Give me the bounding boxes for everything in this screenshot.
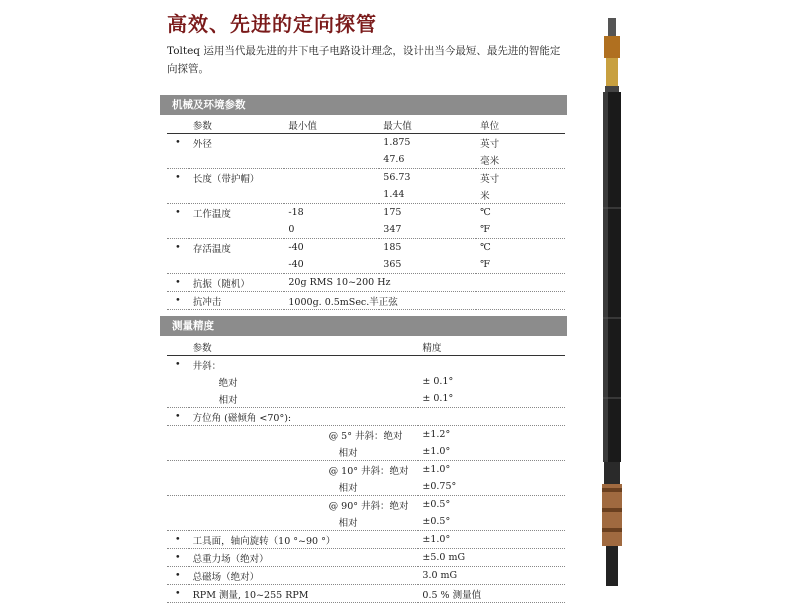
table-row <box>167 134 565 152</box>
bullet: • <box>175 242 181 253</box>
param-cell: 相对 <box>189 513 419 531</box>
value-cell: 3.0 mG <box>418 567 565 585</box>
bullet: • <box>175 137 181 148</box>
value-cell: ±1.2° <box>422 429 451 440</box>
value-cell: ± 0.1° <box>422 376 454 387</box>
bullet: • <box>175 359 181 370</box>
bullet <box>167 461 189 479</box>
min-cell: 20g RMS 10~200 Hz <box>284 274 565 292</box>
bullet <box>167 256 189 274</box>
table-row <box>167 496 565 514</box>
bullet: • <box>167 567 189 585</box>
value-cell: ±5.0 mG <box>418 549 565 567</box>
max-cell: 347 <box>379 221 476 239</box>
max-cell: 1.875 <box>383 137 411 148</box>
header-spacer <box>167 116 189 134</box>
param-cell: 总磁场（绝对） <box>189 567 419 585</box>
param-cell <box>189 186 285 204</box>
accuracy-spec-table <box>167 338 565 603</box>
table-header-row <box>167 116 565 134</box>
min-cell <box>284 134 379 152</box>
table-header-row <box>167 338 565 356</box>
mechanical-spec-table <box>167 116 565 310</box>
bullet <box>167 186 189 204</box>
value-cell: ±1.0° <box>418 531 565 549</box>
unit-cell: 米 <box>476 186 565 204</box>
max-cell: 56.73 <box>383 172 411 183</box>
max-cell: 1.44 <box>379 186 476 204</box>
param-cell: 外径 <box>192 138 212 150</box>
min-cell: -40 <box>288 242 304 253</box>
bullet <box>167 151 189 169</box>
bullet: • <box>175 172 181 183</box>
min-cell: -40 <box>284 256 379 274</box>
table-row <box>167 221 565 239</box>
value-cell: ±0.5° <box>422 499 451 510</box>
bullet: • <box>167 408 189 426</box>
value-cell: ±1.0° <box>418 443 565 461</box>
table-row <box>167 426 565 444</box>
value-cell: 0.5 % 测量值 <box>418 585 565 603</box>
bullet <box>167 221 189 239</box>
max-cell: 47.6 <box>379 151 476 169</box>
table-row <box>167 478 565 496</box>
param-cell: 抗振（随机） <box>189 274 285 292</box>
param-cell: 相对 <box>189 443 419 461</box>
column-header: 最大值 <box>379 116 476 134</box>
section-heading-mechanical: 机械及环境参数 <box>160 95 567 115</box>
table-row <box>167 186 565 204</box>
page-title: 高效、先进的定向探管 <box>167 12 377 36</box>
column-header: 参数 <box>189 338 419 356</box>
bullet <box>167 373 189 390</box>
param-cell: @ 90° 井斜：绝对 <box>328 500 409 512</box>
table-row <box>167 239 565 257</box>
table-row <box>167 513 565 531</box>
bullet <box>167 478 189 496</box>
min-cell: 0 <box>284 221 379 239</box>
bullet <box>167 496 189 514</box>
param-cell: 方位角 (磁倾角 <70°): <box>189 408 419 426</box>
table-row <box>167 356 565 374</box>
table-row <box>167 390 565 408</box>
min-cell: 1000g. 0.5mSec.半正弦 <box>284 292 565 310</box>
param-cell <box>189 256 285 274</box>
table-row <box>167 256 565 274</box>
bullet <box>167 390 189 408</box>
bullet: • <box>167 274 189 292</box>
param-cell: 工具面，轴向旋转（10 °~90 °） <box>189 531 419 549</box>
table-row <box>167 531 565 549</box>
param-cell: @ 10° 井斜：绝对 <box>328 465 409 477</box>
bullet: • <box>167 292 189 310</box>
table-row <box>167 461 565 479</box>
table-row <box>167 151 565 169</box>
param-cell: 相对 <box>189 478 419 496</box>
param-cell: 绝对 <box>218 377 238 389</box>
bullet: • <box>167 549 189 567</box>
value-cell: ±0.5° <box>418 513 565 531</box>
table-row <box>167 373 565 390</box>
param-cell: @ 5° 井斜：绝对 <box>328 430 403 442</box>
min-cell <box>284 169 379 187</box>
bullet: • <box>175 207 181 218</box>
table-row <box>167 204 565 222</box>
table-row <box>167 408 565 426</box>
column-header: 最小值 <box>284 116 379 134</box>
column-header: 单位 <box>476 116 565 134</box>
table-row <box>167 169 565 187</box>
max-cell: 365 <box>379 256 476 274</box>
value-cell <box>418 408 565 426</box>
param-cell: RPM 测量, 10~255 RPM <box>189 585 419 603</box>
value-cell: ± 0.1° <box>418 390 565 408</box>
param-cell: 井斜： <box>192 360 222 372</box>
unit-cell: 英寸 <box>480 138 500 150</box>
table-row <box>167 567 565 585</box>
max-cell: 175 <box>383 207 402 218</box>
probe-tool-image <box>590 18 634 588</box>
value-cell: ±0.75° <box>418 478 565 496</box>
param-cell <box>189 151 285 169</box>
section-heading-accuracy: 测量精度 <box>160 316 567 336</box>
unit-cell: ℃ <box>480 207 491 218</box>
unit-cell: 英寸 <box>480 173 500 185</box>
bullet <box>167 426 189 444</box>
unit-cell: ℉ <box>476 221 565 239</box>
intro-paragraph: Tolteq 运用当代最先进的井下电子电路设计理念，设计出当今最短、最先进的智能定向探管。 <box>167 45 561 75</box>
header-spacer <box>167 338 189 356</box>
table-row <box>167 443 565 461</box>
table-row <box>167 274 565 292</box>
max-cell: 185 <box>383 242 402 253</box>
param-cell: 相对 <box>189 390 419 408</box>
bullet <box>167 513 189 531</box>
column-header: 精度 <box>418 338 565 356</box>
min-cell: -18 <box>288 207 304 218</box>
param-cell: 存活温度 <box>192 243 231 255</box>
table-row <box>167 292 565 310</box>
bullet: • <box>167 585 189 603</box>
column-header: 参数 <box>189 116 285 134</box>
bullet: • <box>167 531 189 549</box>
param-cell: 总重力场（绝对） <box>189 549 419 567</box>
param-cell <box>189 221 285 239</box>
value-cell: ±1.0° <box>422 464 451 475</box>
param-cell: 工作温度 <box>192 208 231 220</box>
unit-cell: ℃ <box>480 242 491 253</box>
min-cell <box>284 151 379 169</box>
value-cell <box>418 356 565 374</box>
bullet <box>167 443 189 461</box>
unit-cell: ℉ <box>476 256 565 274</box>
table-row <box>167 549 565 567</box>
param-cell: 长度（带护帽） <box>192 173 260 185</box>
param-cell: 抗冲击 <box>189 292 285 310</box>
min-cell <box>284 186 379 204</box>
unit-cell: 毫米 <box>476 151 565 169</box>
